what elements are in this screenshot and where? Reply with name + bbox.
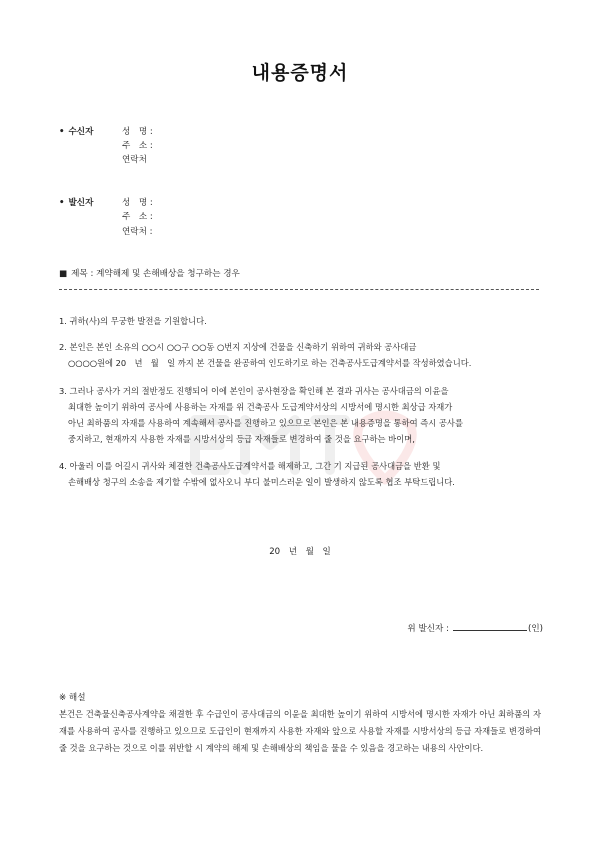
sender-heading xyxy=(59,196,93,208)
signature-label: 위 발신자 : xyxy=(407,624,449,634)
subject-marker: ■ xyxy=(59,269,68,279)
paragraph-3-line-2: 최대한 높이기 위하여 공사에 사용하는 자재를 위 건축공사 도급계약서상의 시방서에 명시한 최상급 자재가 xyxy=(68,402,453,412)
paragraph-3-line-3: 아닌 최하품의 자재를 사용하여 계속해서 공사를 진행하고 있으므로 본인은 본 내용증명을 통하여 즉시 공사를 xyxy=(68,418,463,428)
paragraph-1: 1. 귀하(사)의 무궁한 발전을 기원합니다. xyxy=(59,316,207,326)
signature-blank xyxy=(453,621,527,631)
signature-line xyxy=(407,621,543,634)
paragraph-3-line-4: 중지하고, 현재까지 사용한 자재를 시방서상의 등급 자재들로 변경하여 줄 것을 요구하는 바이며, xyxy=(68,434,415,444)
note-heading: ※ 해설 xyxy=(59,693,86,703)
paragraph-2-line-1: 2. 본인은 본인 소유의 ○○시 ○○구 ○○동 ○번지 지상에 건물을 신축하기 위하여 귀하와 공사대금 xyxy=(59,342,417,352)
paragraph-4-line-2: 손해배상 청구의 소송을 제기할 수밖에 없사오니 부디 불미스러운 일이 발생하지 않도록 협조 부탁드립니다. xyxy=(68,477,455,487)
sender-bullet: • xyxy=(59,198,65,208)
recipient-address-label: 주 소 : xyxy=(122,141,153,151)
sender-address-label: 주 소 : xyxy=(122,212,153,222)
dashed-divider xyxy=(59,289,539,290)
recipient-bullet: • xyxy=(59,127,65,137)
paragraph-4-line-1: 4. 아울러 이를 어길시 귀사와 체결한 건축공사도급계약서를 해제하고, 그간 기 지급된 공사대금을 반환 및 xyxy=(59,461,441,471)
note-body: 본건은 건축물신축공사계약을 채결한 후 수급인이 공사대금의 이윤을 최대한 높이기 위하여 시방서에 명시한 자재가 아닌 최하품의 자재를 사용하여 공사를 진행하고 있으므로 도급인이 현재까지 사용한 자재와 앞으로 사용할 자재를 시방서상의 등급 자재들로 변경하여 줄 것을 요구하는 것으로 이를 위반할 시 계약의 해제 및 손해배상의 책임을 물을 수 있음을 경고하는 내용의 사안이다. xyxy=(59,709,541,753)
subject-line xyxy=(59,267,240,279)
paragraph-3-line-1: 3. 그러나 공사가 거의 절반정도 진행되어 이에 본인이 공사현장을 확인해 본 결과 귀사는 공사대금의 이윤을 xyxy=(59,386,449,396)
subject-text: 제목 : 계약해제 및 손해배상을 청구하는 경우 xyxy=(71,269,240,279)
paragraph-2-line-2: ○○○○원에 20 년 월 일 까지 본 건물을 완공하여 인도하기로 하는 건축공사도급계약서를 작성하였습니다. xyxy=(68,358,472,368)
sender-contact-label: 연락처 : xyxy=(122,227,153,237)
recipient-name-label: 성 명 : xyxy=(122,127,153,137)
recipient-contact-label: 연락처 xyxy=(122,155,147,165)
sender-name-label: 성 명 : xyxy=(122,198,153,208)
sender-heading-label: 발신자 xyxy=(68,198,94,208)
date-line: 20 년 월 일 xyxy=(269,547,331,557)
recipient-heading-label: 수신자 xyxy=(68,127,94,137)
signature-seal: (인) xyxy=(527,624,543,634)
recipient-heading xyxy=(59,125,93,137)
document-title: 내용증명서 xyxy=(251,62,349,84)
